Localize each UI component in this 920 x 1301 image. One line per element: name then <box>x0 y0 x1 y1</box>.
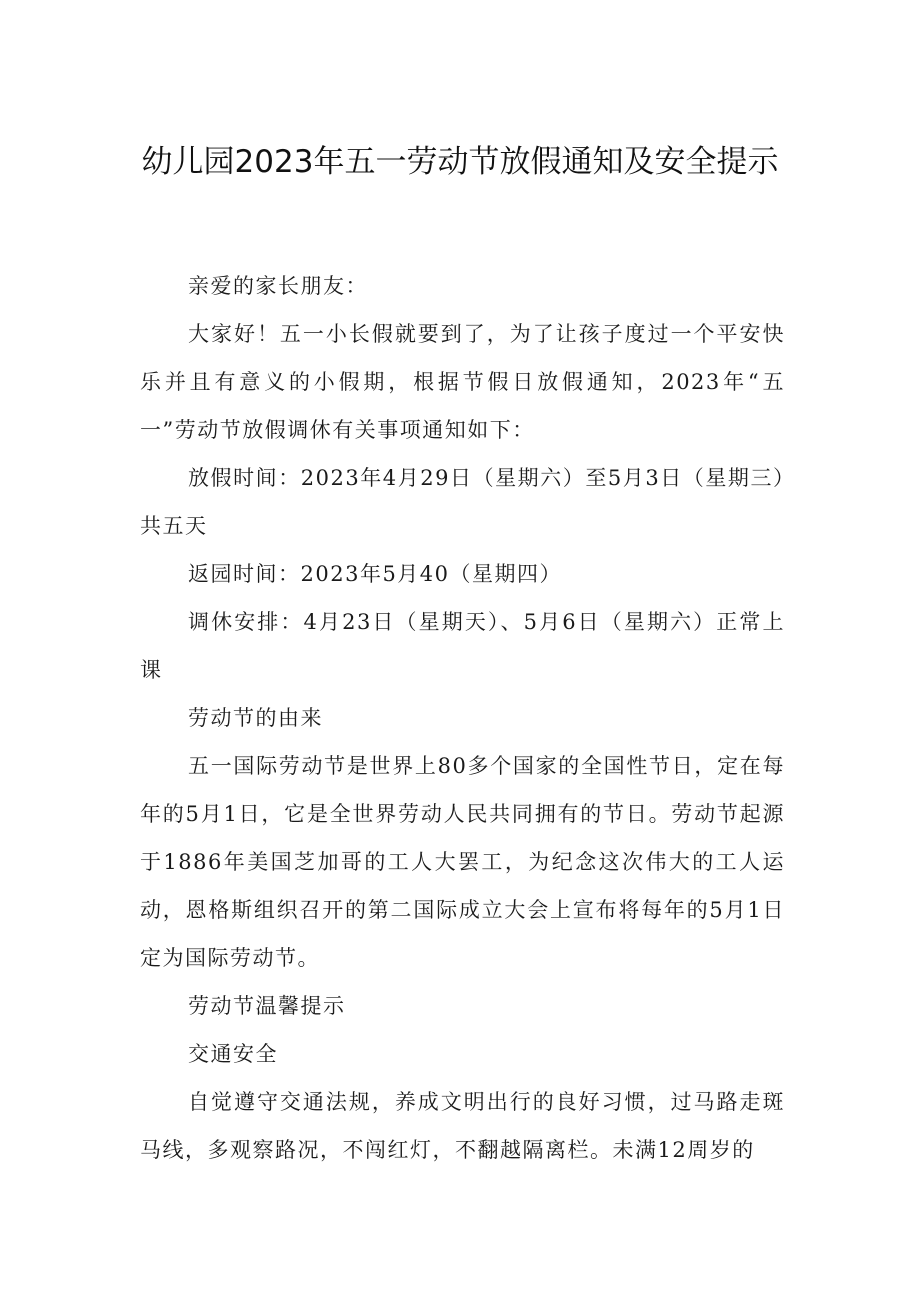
section-heading-origin: 劳动节的由来 <box>188 706 323 730</box>
makeup-schedule-paragraph: 调休安排：4月23日（星期天）、5月6日（星期六）正常上课 <box>140 610 785 682</box>
return-date-paragraph: 返园时间：2023年5月40（星期四） <box>188 562 563 586</box>
salutation-paragraph: 亲爱的家长朋友： <box>188 274 368 298</box>
holiday-period-paragraph: 放假时间：2023年4月29日（星期六）至5月3日（星期三）共五天 <box>140 466 785 538</box>
intro-paragraph: 大家好！五一小长假就要到了，为了让孩子度过一个平安快乐并且有意义的小假期，根据节假日放假通知，2023年“五一”劳动节放假调休有关事项通知如下： <box>140 322 785 442</box>
section-heading-tips: 劳动节温馨提示 <box>188 994 346 1018</box>
section-heading-traffic-safety: 交通安全 <box>188 1042 278 1066</box>
origin-paragraph: 五一国际劳动节是世界上80多个国家的全国性节日，定在每年的5月1日，它是全世界劳动人民共同拥有的节日。劳动节起源于1886年美国芝加哥的工人大罢工，为纪念这次伟大的工人运动，恩格斯组织召开的第二国际成立大会上宣布将每年的5月1日定为国际劳动节。 <box>140 754 785 970</box>
document-title: 幼儿园2023年五一劳动节放假通知及安全提示 <box>141 144 779 180</box>
document-body <box>140 262 785 1174</box>
traffic-safety-paragraph: 自觉遵守交通法规，养成文明出行的良好习惯，过马路走斑马线，多观察路况，不闯红灯，不翻越隔离栏。未满12周岁的 <box>140 1090 785 1162</box>
